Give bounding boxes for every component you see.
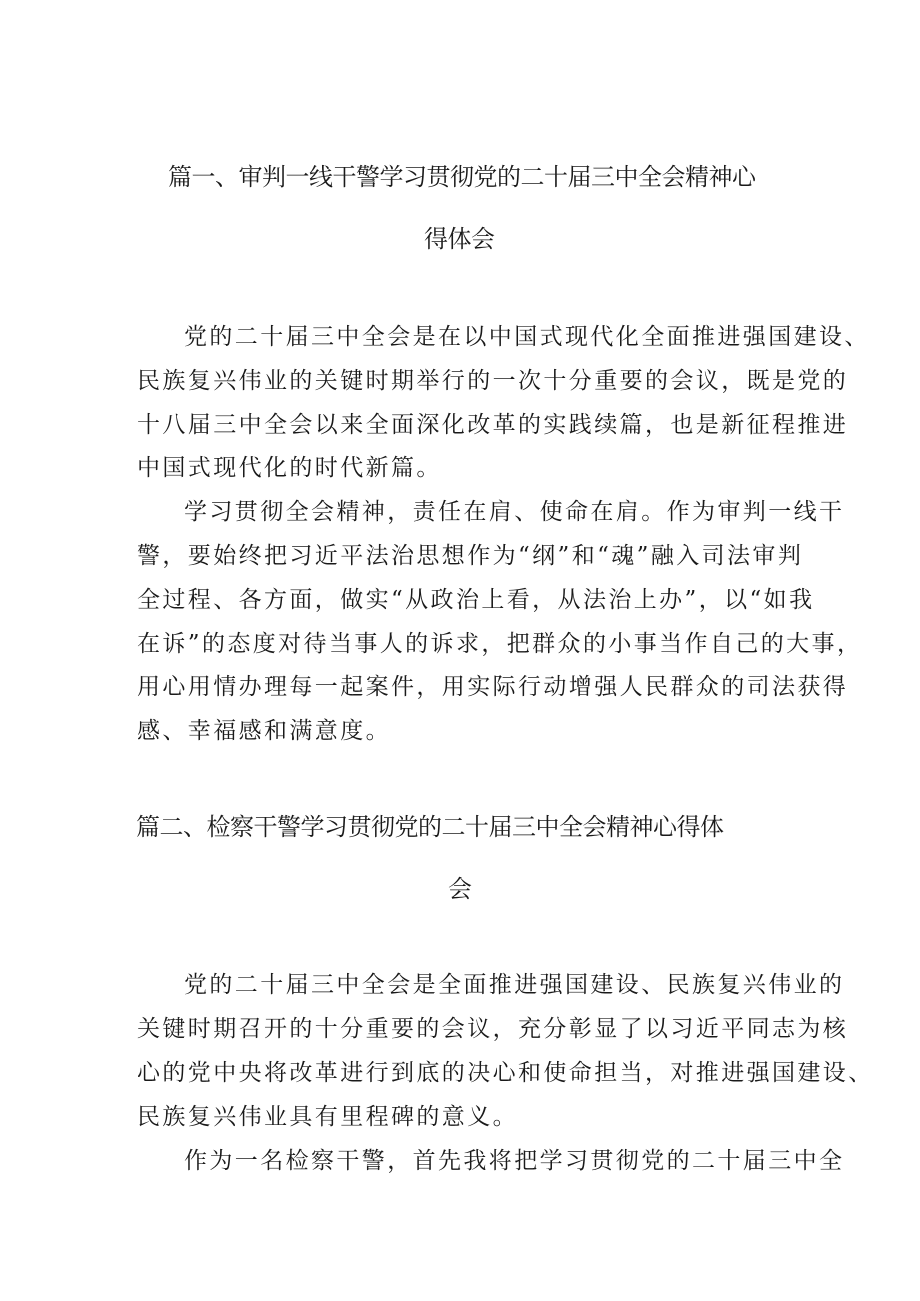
section1-paragraph1-line: 中国式现代化的时代新篇。 bbox=[137, 455, 442, 481]
section1-paragraph1-line: 十八届三中全会以来全面深化改革的实践续篇，也是新征程推进 bbox=[137, 412, 849, 438]
section2-paragraph1-line: 民族复兴伟业具有里程碑的意义。 bbox=[137, 1104, 518, 1130]
section1-paragraph1-line: 民族复兴伟业的关键时期举行的一次十分重要的会议，既是党的 bbox=[137, 368, 849, 394]
section1-title-line-1: 篇一、审判一线干警学习贯彻党的二十届三中全会精神心 bbox=[168, 163, 756, 191]
section1-paragraph2-line: 用心用情办理每一起案件，用实际行动增强人民群众的司法获得 bbox=[137, 674, 849, 700]
section1-paragraph2-line: 学习贯彻全会精神，责任在肩、使命在肩。作为审判一线干 bbox=[184, 499, 845, 525]
section2-paragraph1-line: 关键时期召开的十分重要的会议，充分彰显了以习近平同志为核 bbox=[137, 1016, 849, 1042]
section1-paragraph1-line: 党的二十届三中全会是在以中国式现代化全面推进强国建设、 bbox=[184, 324, 870, 350]
section2-paragraph1-line: 党的二十届三中全会是全面推进强国建设、民族复兴伟业的 bbox=[184, 972, 845, 998]
section1-title-line-2: 得体会 bbox=[424, 225, 495, 253]
section2-paragraph2-line: 作为一名检察干警，首先我将把学习贯彻党的二十届三中全 bbox=[184, 1148, 845, 1174]
section2-paragraph1-line: 心的党中央将改革进行到底的决心和使命担当，对推进强国建设、 bbox=[137, 1060, 874, 1086]
section1-paragraph2-line: 感、幸福感和满意度。 bbox=[137, 718, 391, 744]
section1-paragraph2-line: 在诉”的态度对待当事人的诉求，把群众的小事当作自己的大事， bbox=[137, 631, 863, 657]
section2-title-line-1: 篇二、检察干警学习贯彻党的二十届三中全会精神心得体 bbox=[136, 813, 724, 841]
section2-title-line-2: 会 bbox=[448, 875, 472, 903]
section1-paragraph2-line: 全过程、各方面，做实“从政治上看，从法治上办”，以“如我 bbox=[137, 587, 815, 613]
section1-paragraph2-line: 警，要始终把习近平法治思想作为“纲”和“魂”融入司法审判 bbox=[137, 543, 804, 569]
